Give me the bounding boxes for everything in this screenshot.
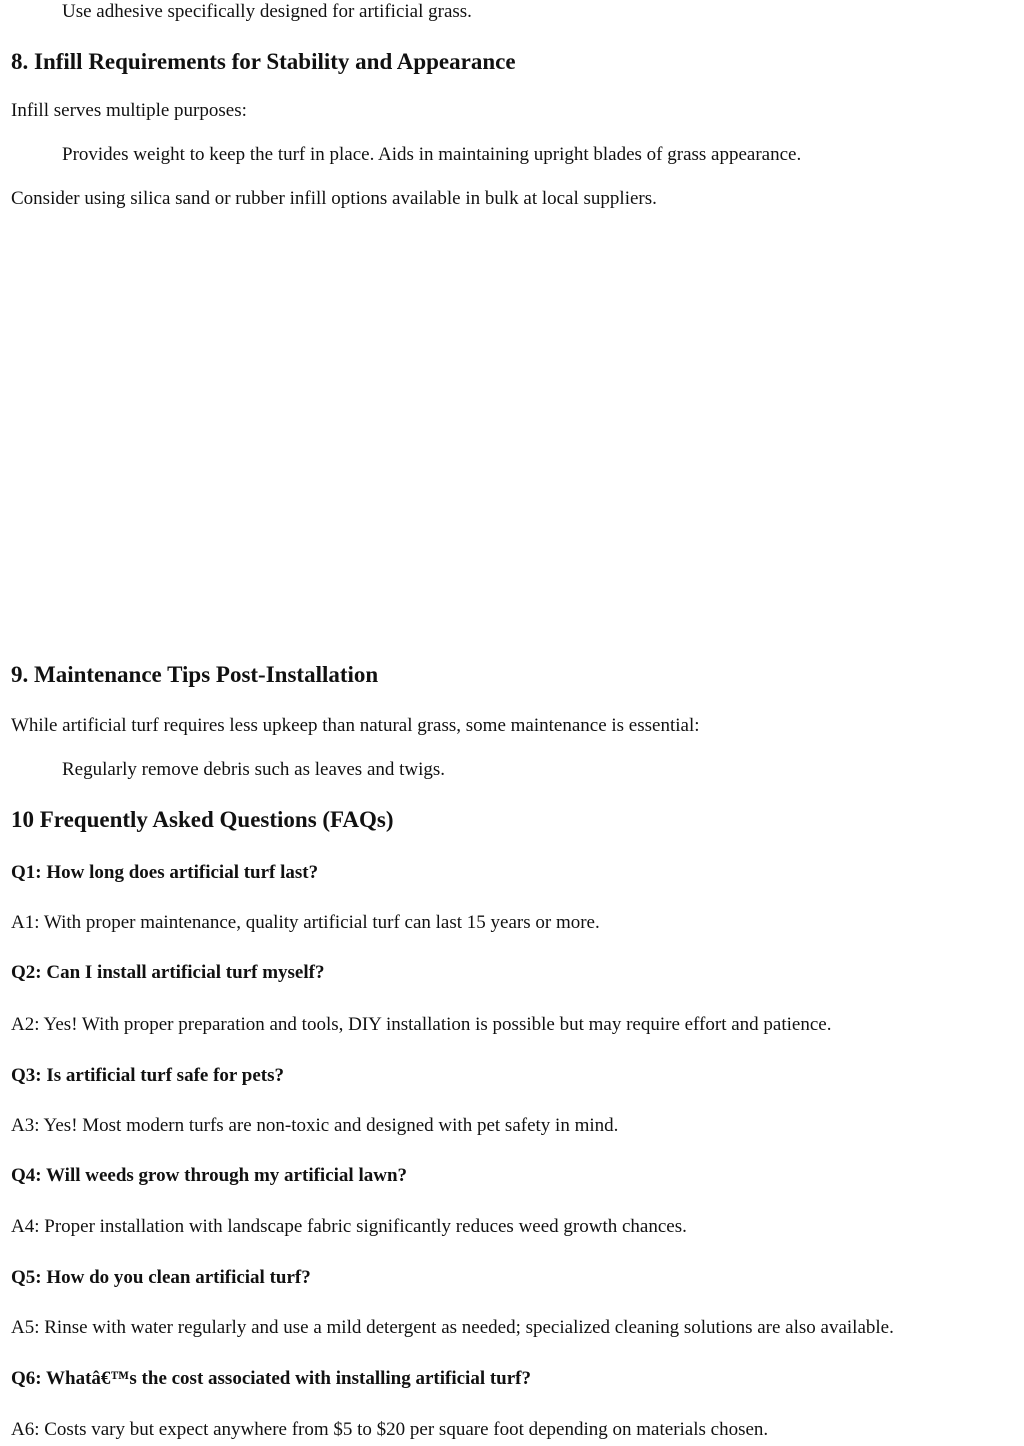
section-8-heading: 8. Infill Requirements for Stability and Appearance [11,49,516,74]
faq-answer: A4: Proper installation with landscape fabric significantly reduces weed growth chances. [11,1216,687,1237]
faq-question: Q5: How do you clean artificial turf? [11,1267,311,1288]
faq-heading: 10 Frequently Asked Questions (FAQs) [11,807,394,832]
faq-answer: A3: Yes! Most modern turfs are non-toxic and designed with pet safety in mind. [11,1115,619,1136]
faq-question: Q6: Whatâ€™s the cost associated with installing artificial turf? [11,1368,532,1389]
faq-answer: A6: Costs vary but expect anywhere from $5 to $20 per square foot depending on materials chosen. [11,1419,769,1440]
section-9-points: Regularly remove debris such as leaves and twigs. [62,759,446,780]
section-8-intro: Infill serves multiple purposes: [11,100,247,121]
faq-question: Q1: How long does artificial turf last? [11,862,319,883]
section-8-note: Consider using silica sand or rubber infill options available in bulk at local suppliers. [11,188,657,209]
section-9-heading: 9. Maintenance Tips Post-Installation [11,662,379,687]
section-8-points: Provides weight to keep the turf in place. Aids in maintaining upright blades of grass appearance. [62,144,802,165]
faq-question: Q4: Will weeds grow through my artificial lawn? [11,1165,408,1186]
faq-question: Q2: Can I install artificial turf myself? [11,962,325,983]
faq-answer: A5: Rinse with water regularly and use a mild detergent as needed; specialized cleaning solutions are also available. [11,1317,894,1338]
faq-answer: A2: Yes! With proper preparation and tools, DIY installation is possible but may require effort and patience. [11,1014,832,1035]
faq-answer: A1: With proper maintenance, quality artificial turf can last 15 years or more. [11,912,600,933]
faq-question: Q3: Is artificial turf safe for pets? [11,1065,284,1086]
adhesive-line: Use adhesive specifically designed for artificial grass. [62,1,472,22]
section-9-intro: While artificial turf requires less upkeep than natural grass, some maintenance is essential: [11,715,700,736]
